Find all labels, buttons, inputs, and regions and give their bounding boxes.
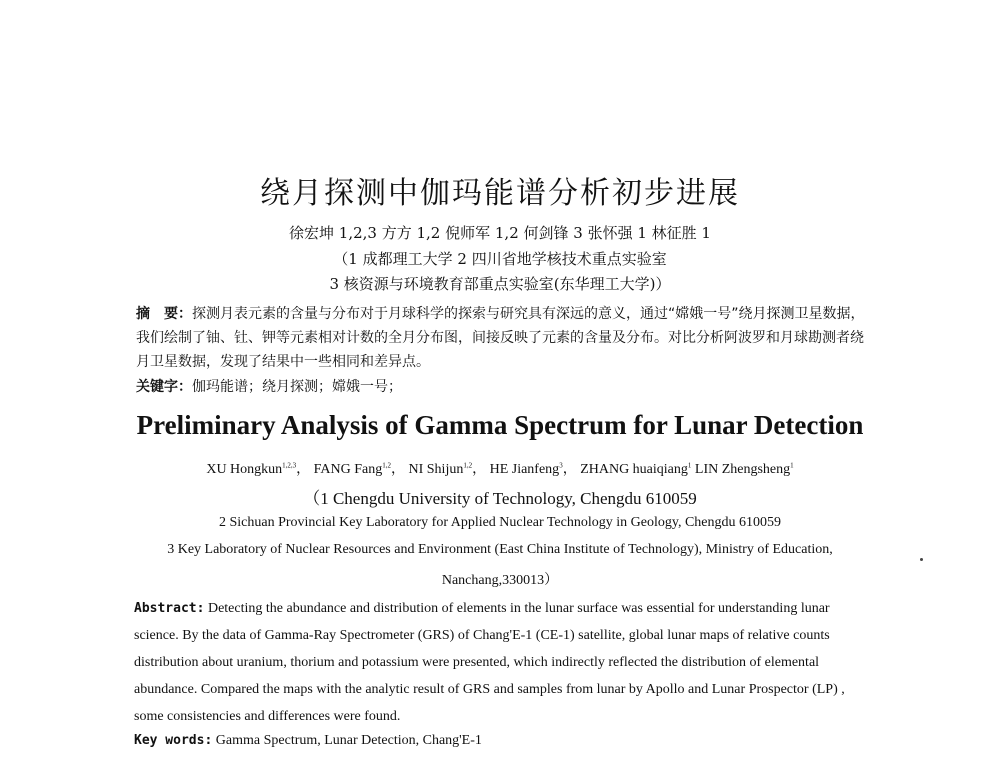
english-abstract [134,595,864,730]
english-keywords [134,733,482,749]
author-name: XU Hongkun [206,462,283,477]
chinese-affiliation-line-1: （1 成都理工大学 2 四川省地学核技术重点实验室 [333,250,667,268]
chinese-abstract [136,302,876,374]
english-affiliation-1: （1 Chengdu University of Technology, Chengdu 610059 [303,489,697,508]
author-name: HE Jianfeng [489,462,560,477]
author-affiliation-mark: 1,2,3 [282,461,297,470]
author-name: ZHANG huaiqiang [580,462,688,477]
chinese-keywords-label: 关键字： [136,379,192,395]
english-keywords-label: Key words: [134,733,213,748]
author-separator: ， [562,462,577,477]
author-affiliation-mark: 1 [687,461,692,470]
chinese-title: 绕月探测中伽玛能谱分析初步进展 [260,176,740,211]
author-separator: ， [391,462,405,477]
english-affiliation-3: 3 Key Laboratory of Nuclear Resources and Environment (East China Institute of Technology), Ministry of Education, [167,542,833,557]
chinese-keywords-text: 伽玛能谱；绕月探测；嫦娥一号； [192,379,402,395]
author-separator: ， [296,462,311,477]
chinese-keywords [136,376,402,396]
author-affiliation-mark: 1,2 [463,461,473,470]
chinese-affiliation-line-2: 3 核资源与环境教育部重点实验室(东华理工大学)） [329,275,671,293]
english-authors [0,458,1000,478]
chinese-abstract-label: 摘 要： [136,306,192,322]
english-affiliation-3-continued: Nanchang,330013） [441,573,559,588]
english-abstract-label: Abstract: [134,601,205,616]
author-affiliation-mark: 1,2 [382,461,391,470]
english-title: Preliminary Analysis of Gamma Spectrum for Lunar Detection [136,410,864,440]
chinese-authors: 徐宏坤 1,2,3 方方 1,2 倪师军 1,2 何剑锋 3 张怀强 1 林征胜 1 [289,224,711,242]
chinese-abstract-text: 探测月表元素的含量与分布对于月球科学的探索与研究具有深远的意义，通过“嫦娥一号”绕月探测卫星数据，我们绘制了铀、钍、钾等元素相对计数的全月分布图，间接反映了元素的含量及分布。对比分析阿波罗和月球勘测者绕月卫星数据，发现了结果中一些相同和差异点。 [136,306,865,370]
author-name: FANG Fang [313,462,383,477]
english-abstract-text: Detecting the abundance and distribution of elements in the lunar surface was essential for understanding lunar science. By the data of Gamma-Ray Spectrometer (GRS) of Chang'E-1 (CE-1) satellite, global lunar maps of relative counts distribution about uranium, thorium and potassium were presented, which indirectly reflected the distribution of elemental abundance. Compared the maps with the analytic result of GRS and samples from lunar by Apollo and Lunar Prospector (LP) , some consistencies and differences were found. [134,601,845,724]
author-name: NI Shijun [408,462,464,477]
stray-mark [920,558,923,561]
author-name: LIN Zhengsheng [694,462,791,477]
english-affiliation-2: 2 Sichuan Provincial Key Laboratory for Applied Nuclear Technology in Geology, Chengdu 610059 [218,515,781,530]
author-affiliation-mark: 1 [790,461,794,470]
english-keywords-text: Gamma Spectrum, Lunar Detection, Chang'E-1 [215,733,482,748]
author-separator: ， [472,462,487,477]
author-affiliation-mark: 3 [559,461,563,470]
